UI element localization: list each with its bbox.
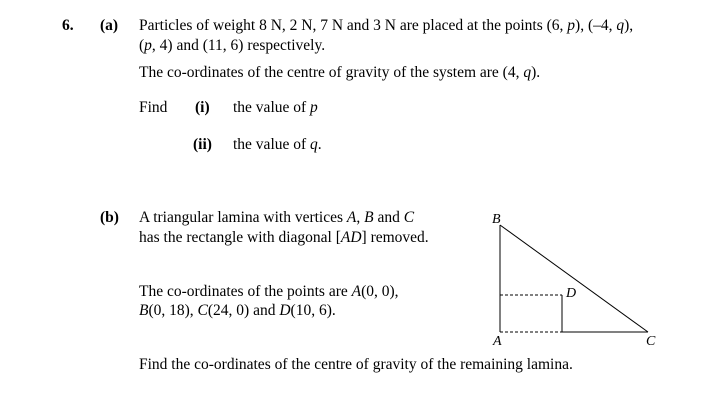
coords-line-2 [139, 302, 336, 320]
var-B: B [364, 209, 374, 226]
side-BC [500, 225, 648, 332]
question-number: 6. [62, 17, 74, 34]
var-A: A [346, 209, 357, 226]
var-AD: AD [340, 229, 362, 246]
label-C: C [646, 334, 656, 349]
part-a-label: (a) [100, 17, 119, 34]
label-B: B [492, 212, 501, 227]
part-a-line-1 [139, 17, 633, 35]
final-instruction: Find the co-ordinates of the centre of gravity of the remaining lamina. [139, 356, 573, 373]
part-a-line-1-end: ), [624, 17, 634, 34]
part-a-line-2-text: , 4) and (11, 6) respectively. [151, 37, 326, 54]
part-b-line-1-text: A triangular lamina with vertices [139, 209, 347, 226]
part-b-line-2 [139, 229, 429, 247]
part-a-line-3-text: The co-ordinates of the centre of gravity of the system are (4, [139, 64, 524, 81]
sub-ii-text [233, 136, 322, 154]
part-b-line-2-end: ] removed. [361, 229, 429, 246]
part-a-line-1-mid: ), (–4, [575, 17, 617, 34]
part-a-line-2 [139, 37, 325, 55]
conjunction: and [373, 209, 404, 226]
sub-i-prefix: the value of [233, 99, 311, 116]
var-q: q [310, 136, 318, 153]
label-D: D [566, 286, 577, 301]
var-D: D [279, 302, 291, 319]
part-a-line-2-open: ( [139, 37, 145, 54]
sub-ii-prefix: the value of [233, 136, 311, 153]
coords-line-1-text: The co-ordinates of the points are [139, 283, 352, 300]
part-b-line-1 [139, 209, 414, 227]
find-label: Find [139, 99, 168, 116]
part-a-line-3 [139, 64, 540, 82]
sub-ii-label: (ii) [193, 136, 212, 153]
part-a-line-1-text: Particles of weight 8 N, 2 N, 7 N and 3 N are placed at the points (6, [139, 17, 568, 34]
sub-i-label: (i) [195, 99, 210, 116]
separator: , [356, 209, 365, 226]
var-p: p [567, 17, 576, 34]
var-q: q [616, 17, 625, 34]
var-p: p [144, 37, 152, 54]
label-A: A [493, 334, 502, 349]
sub-ii-suffix: . [317, 136, 322, 153]
part-b-label: (b) [100, 209, 119, 226]
var-C: C [197, 302, 208, 319]
part-b-line-2-text: has the rectangle with diagonal [ [139, 229, 341, 246]
coord-B: (0, 18), [148, 302, 198, 319]
coord-A: (0, 0), [361, 283, 399, 300]
coord-C: (24, 0) and [207, 302, 280, 319]
part-a-line-3-end: ). [531, 64, 541, 81]
lamina-diagram [480, 205, 670, 355]
var-A: A [351, 283, 362, 300]
var-B: B [139, 302, 149, 319]
var-C: C [403, 209, 415, 226]
coords-line-1 [139, 283, 399, 301]
var-q: q [523, 64, 532, 81]
var-p: p [310, 99, 318, 116]
sub-i-text [233, 99, 318, 117]
coord-D: (10, 6). [290, 302, 336, 319]
